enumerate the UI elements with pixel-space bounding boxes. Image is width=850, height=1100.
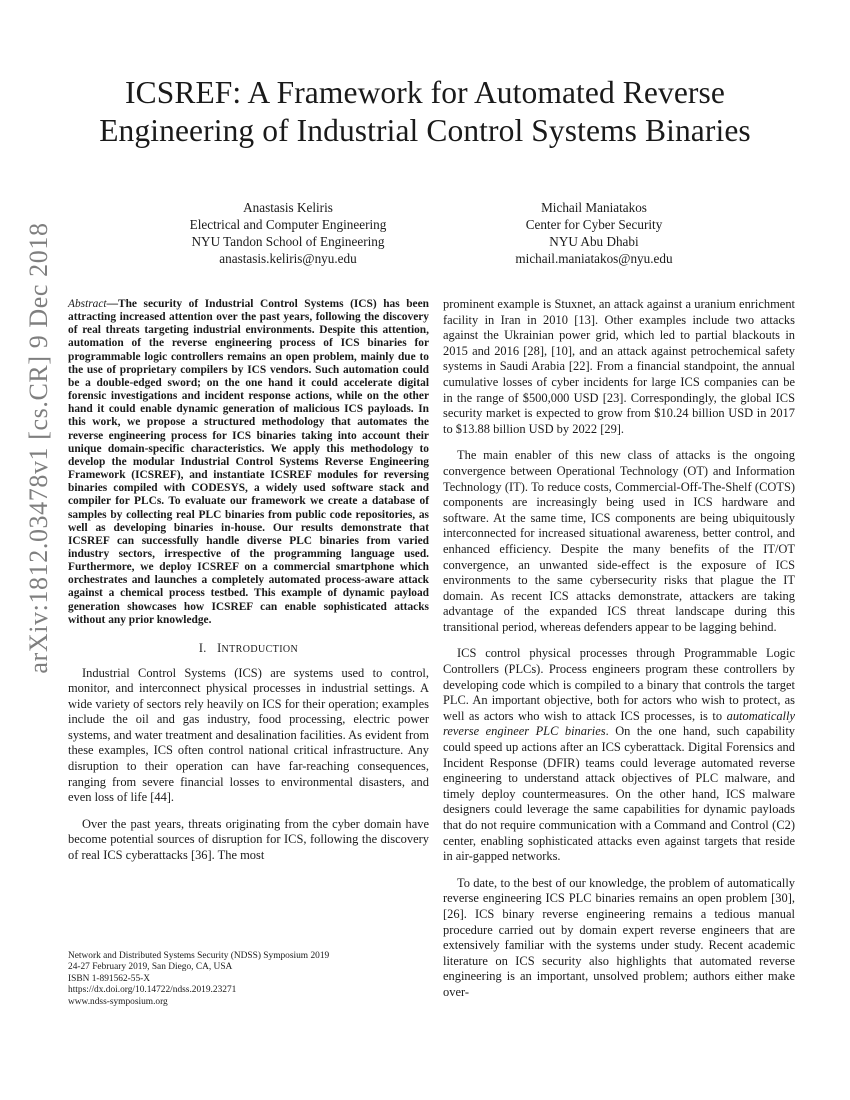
author-name: Michail Maniatakos [541, 200, 647, 215]
right-column [443, 297, 795, 1001]
author-block-1 [168, 199, 408, 267]
body-paragraph: The main enabler of this new class of attacks is the ongoing convergence between Operational Technology (OT) and Information Technology (IT). To reduce costs, Commercial-Off-The-Shelf (COTS) components are increasingly being used in ICS hardware and software. At the same time, ICS components are being ubiquitously interconnected for increased situational awareness, better control, and enhanced efficiency. Despite the many benefits of the IT/OT convergence, an unwanted side-effect is the exposure of ICS environments to the same cybersecurity risks that plague the IT domain. As recent ICS attacks demonstrate, attackers are taking advantage of the expanded ICS threat landscape during this transitional period, whereas defenders appear to be lagging behind. [443, 448, 795, 634]
venue-footnote [68, 951, 428, 1008]
abstract [68, 298, 429, 627]
intro-paragraph: Industrial Control Systems (ICS) are systems used to control, monitor, and interconnect physical processes in industrial settings. A wide variety of sectors rely heavily on ICS for their operation; examples include the oil and gas industry, food processing, electric power systems, and water treatment and desalination facilities. As evident from these examples, ICS often control national critical infrastructure. Any disruption to their operation can have far-reaching consequences, ranging from severe financial losses to environmental disasters, and even loss of life [44]. [68, 665, 429, 805]
footnote-line: ISBN 1-891562-55-X [68, 973, 151, 984]
emphasis-text: automatically reverse engineer PLC binaries [443, 708, 795, 739]
title-line-2: Engineering of Industrial Control Systems Binaries [99, 113, 751, 148]
author-email: michail.maniatakos@nyu.edu [515, 251, 673, 266]
author-name: Anastasis Keliris [243, 200, 333, 215]
body-paragraph: ICS control physical processes through Programmable Logic Controllers (PLCs). Process engineers program these controllers by developing code which is compiled to a binary that controls the target PLC. An important objective, both for actors who wish to protect, as well as actors who wish to attack ICS processes, is to automatically reverse engineer PLC binaries. On the one hand, such capability could speed up actions after an ICS cyberattack. Digital Forensics and Incident Response (DFIR) teams could leverage automated reverse engineering to understand attack objectives of PLC malware, and timely deploy countermeasures. On the other hand, ICS malware designers could leverage the same capabilities for dynamic payloads that do not require communication with a Command and Control (C2) center, enabling sophisticated attacks even against targets that reside in air-gapped networks. [443, 646, 795, 864]
body-paragraph: To date, to the best of our knowledge, the problem of automatically reverse engineering ICS PLC binaries remains an open problem [30], [26]. ICS binary reverse engineering remains a tedious manual procedure carried out by domain expert reverse engineers that are extensively familiar with the systems under study. Recent academic literature on ICS security also highlights that automated reverse engineering is an important, unsolved problem; authors either make over- [443, 875, 795, 999]
left-column [68, 298, 429, 864]
footnote-link[interactable]: www.ndss-symposium.org [68, 996, 168, 1007]
footnote-line: Network and Distributed Systems Security (NDSS) Symposium 2019 [68, 951, 330, 961]
author-department: Center for Cyber Security [525, 217, 663, 232]
footnote-link[interactable]: https://dx.doi.org/10.14722/ndss.2019.23271 [68, 985, 237, 996]
arxiv-id: arXiv:1812.03478v1 [cs.CR] 9 Dec 2018 [24, 222, 53, 674]
author-institution: NYU Abu Dhabi [549, 234, 639, 249]
section-heading: I. INTRODUCTION [198, 640, 299, 655]
intro-paragraph: Over the past years, threats originating from the cyber domain have become potential sources of disruption for ICS, following the discovery of real ICS cyberattacks [36]. The most [68, 816, 429, 863]
author-department: Electrical and Computer Engineering [189, 217, 387, 232]
title-line-1: ICSREF: A Framework for Automated Reverse [125, 75, 725, 110]
author-institution: NYU Tandon School of Engineering [191, 234, 385, 249]
body-paragraph: prominent example is Stuxnet, an attack against a uranium enrichment facility in Iran in 2010 [13]. Other examples include two attacks against the Ukrainian power grid, which led to partial blackouts in 2015 and 2016 [28], [10], and an attack against petrochemical safety systems in Saudi Arabia [22]. From a financial standpoint, the annual cumulative losses of cyber incidents for large ICS companies can be in the range of $500,000 USD [23]. Correspondingly, the global ICS security market is expected to grow from $10.24 billion USD in 2017 to $13.88 billion USD by 2022 [29]. [443, 297, 795, 436]
paper-title [0, 74, 850, 150]
footnote-line: 24-27 February 2019, San Diego, CA, USA [68, 962, 233, 973]
abstract-text: —The security of Industrial Control Systems (ICS) has been attracting increased attention over the past years, following the discovery of real threats targeting industrial environments. Despite this attention, automation of the reverse engineering process of ICS binaries for programmable logic controllers remains an open problem, mainly due to the use of proprietary compilers by ICS vendors. Such automation could be a double-edged sword; on the one hand it could accelerate digital forensic investigations and incident response actions, while on the other hand it could enable dynamic generation of malicious ICS payloads. In this work, we propose a structured methodology that automates the reverse engineering process for ICS binaries taking into account their unique domain-specific characteristics. We apply this methodology to develop the modular Industrial Control Systems Reverse Engineering Framework (ICSREF), and instantiate ICSREF modules for reversing binaries compiled with CODESYS, a widely used software stack and compiler for PLCs. To evaluate our framework we create a database of samples by collecting real PLC binaries from public code repositories, as well as developing binaries in-house. Our results demonstrate that ICSREF can successfully handle diverse PLC binaries from varied industry sectors, irrespective of the programming language used. Furthermore, we deploy ICSREF on a commercial smartphone which orchestrates and launches a completely automated process-aware attack against a chemical process testbed. This example of dynamic payload generation showcases how ICSREF can enable sophisticated attacks without any prior knowledge. [68, 298, 429, 626]
author-block-2 [474, 199, 714, 267]
abstract-label: Abstract [68, 298, 107, 310]
author-email: anastasis.keliris@nyu.edu [219, 251, 357, 266]
